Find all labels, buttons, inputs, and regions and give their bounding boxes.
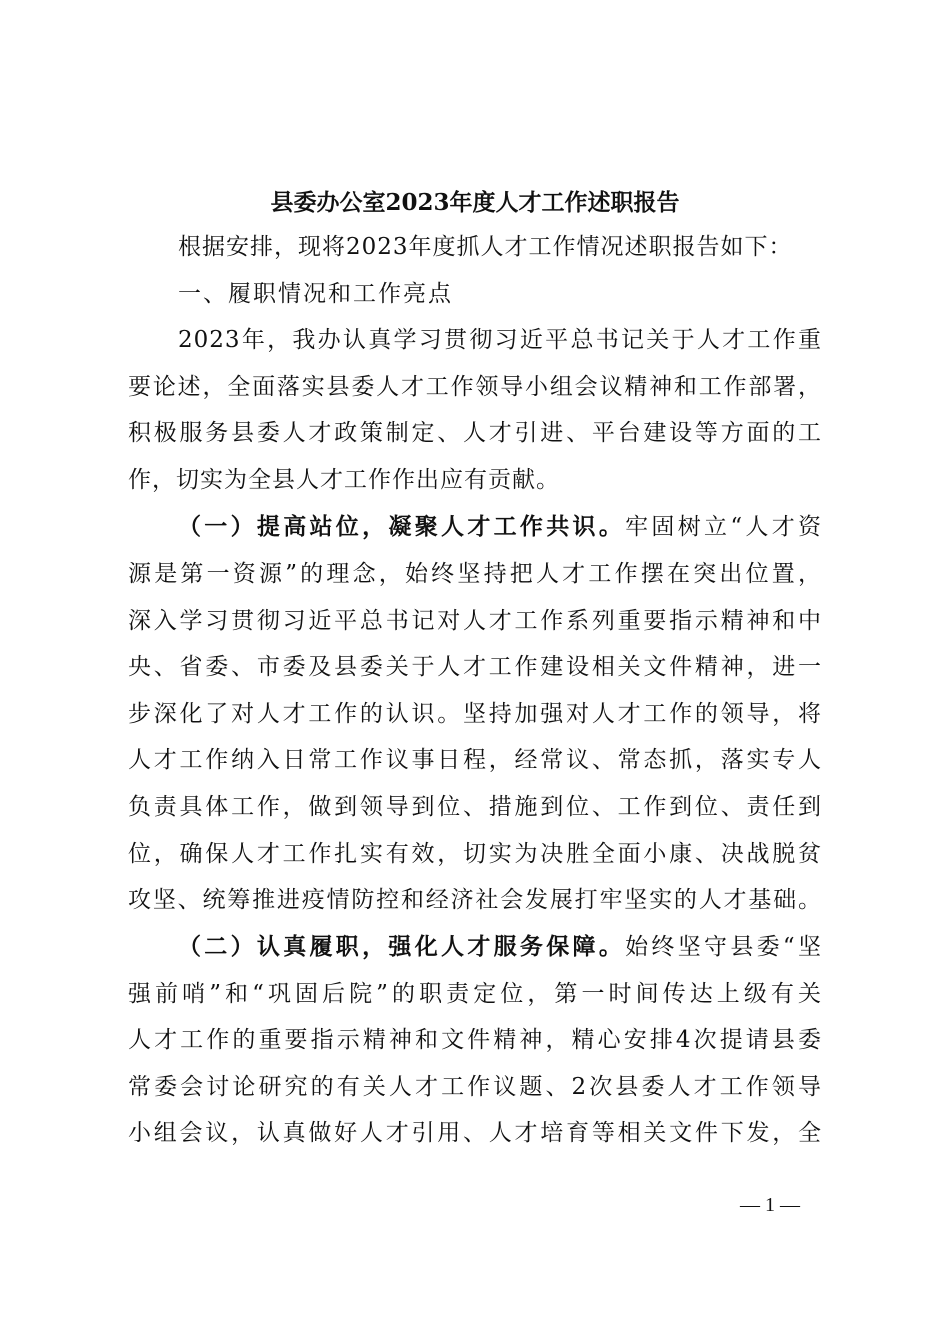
paragraph-line: 强前哨”和“巩固后院”的职责定位，第一时间传达上级有关 bbox=[128, 981, 822, 1007]
page-number: — 1 — bbox=[740, 1194, 800, 1216]
paragraph-line: 要论述，全面落实县委人才工作领导小组会议精神和工作部署， bbox=[128, 374, 822, 400]
paragraph-line: 攻坚、统筹推进疫情防控和经济社会发展打牢坚实的人才基础。 bbox=[128, 887, 822, 913]
paragraph-line: 常委会讨论研究的有关人才工作议题、2次县委人才工作领导 bbox=[128, 1074, 822, 1100]
paragraph-line: 位，确保人才工作扎实有效，切实为决胜全面小康、决战脱贫 bbox=[128, 841, 822, 867]
paragraph-line: 小组会议，认真做好人才引用、人才培育等相关文件下发，全 bbox=[128, 1120, 822, 1146]
subsection-1-heading: （一）提高站位，凝聚人才工作共识。 bbox=[178, 513, 626, 540]
paragraph-line: 积极服务县委人才政策制定、人才引进、平台建设等方面的工 bbox=[128, 420, 822, 446]
paragraph-line: 2023年，我办认真学习贯彻习近平总书记关于人才工作重 bbox=[178, 327, 822, 353]
subsection-2-heading: （二）认真履职，强化人才服务保障。 bbox=[178, 933, 626, 960]
paragraph-line: 步深化了对人才工作的认识。坚持加强对人才工作的领导，将 bbox=[128, 701, 822, 727]
document-title: 县委办公室2023年度人才工作述职报告 bbox=[270, 189, 680, 216]
paragraph-line bbox=[178, 512, 822, 542]
paragraph-line: 央、省委、市委及县委关于人才工作建设相关文件精神，进一 bbox=[128, 654, 822, 680]
subsection-1-text: 牢固树立“人才资 bbox=[625, 514, 822, 540]
paragraph-line: 作，切实为全县人才工作作出应有贡献。 bbox=[128, 467, 560, 493]
paragraph-line: 负责具体工作，做到领导到位、措施到位、工作到位、责任到 bbox=[128, 794, 822, 820]
paragraph-line: 人才工作的重要指示精神和文件精神，精心安排4次提请县委 bbox=[128, 1027, 822, 1053]
paragraph-line: 源是第一资源”的理念，始终坚持把人才工作摆在突出位置， bbox=[128, 561, 822, 587]
paragraph-line: 人才工作纳入日常工作议事日程，经常议、常态抓，落实专人 bbox=[128, 747, 822, 773]
intro-paragraph: 根据安排，现将2023年度抓人才工作情况述职报告如下： bbox=[178, 234, 793, 260]
paragraph-line: 深入学习贯彻习近平总书记对人才工作系列重要指示精神和中 bbox=[128, 608, 822, 634]
section-heading-1: 一、履职情况和工作亮点 bbox=[178, 281, 453, 307]
subsection-2-text: 始终坚守县委“坚 bbox=[625, 934, 822, 960]
paragraph-line bbox=[178, 932, 822, 962]
